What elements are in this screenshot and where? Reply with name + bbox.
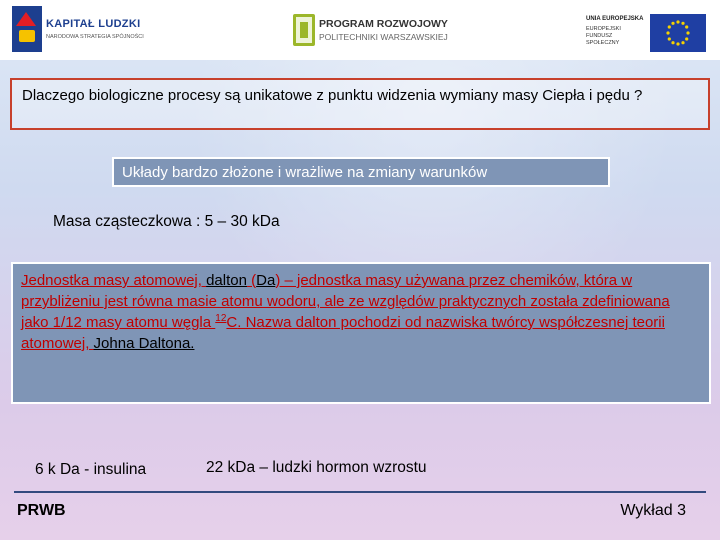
- unia-europejska-title: UNIA EUROPEJSKA: [586, 16, 644, 22]
- eu-stars-icon: [650, 14, 706, 52]
- da-link[interactable]: Da: [256, 272, 276, 289]
- program-rozwojowy-title: PROGRAM ROZWOJOWY: [319, 18, 448, 30]
- kapital-ludzki-title: KAPITAŁ LUDZKI: [46, 18, 141, 30]
- logo-bar: [0, 0, 720, 60]
- definition-body: ) – jednostka masy używana przez chemików, która w przybliżeniu jest równa masie atomu wodoru, ale ze względów praktycznych została zdefiniowana jako 1/12 masy atomu węgla: [21, 272, 670, 331]
- unia-europejska-logo: [582, 6, 706, 52]
- question-text: Dlaczego biologiczne procesy są unikatowe z punktu widzenia wymiany masy Ciepła i pędu ?: [22, 87, 643, 104]
- growth-hormone-example: 22 kDa – ludzki hormon wzrostu: [206, 459, 427, 476]
- kapital-ludzki-flag-icon: [12, 6, 42, 52]
- unia-europejska-subtitle: EUROPEJSKI FUNDUSZ SPOŁECZNY: [586, 26, 621, 46]
- isotope-symbol: C: [226, 314, 238, 331]
- program-rozwojowy-logo: [291, 6, 473, 52]
- footer-divider: [14, 491, 706, 493]
- definition-name-origin: . Nazwa dalton pochodzi od nazwiska twórcy współczesnej teorii atomowej,: [21, 314, 665, 352]
- insulin-example: 6 k Da - insulina: [35, 461, 147, 478]
- program-rozwojowy-subtitle: POLITECHNIKI WARSZAWSKIEJ: [319, 32, 448, 42]
- isotope-mass-number: 12: [215, 313, 227, 324]
- kapital-ludzki-subtitle: NARODOWA STRATEGIA SPÓJNOŚCI: [46, 34, 144, 40]
- dalton-link[interactable]: dalton: [206, 272, 247, 289]
- answer-box: [112, 157, 610, 187]
- molecular-mass-text: Masa cząsteczkowa : 5 – 30 kDa: [53, 213, 280, 230]
- definition-box: [11, 262, 711, 404]
- footer-lecture-number: Wykład 3: [620, 502, 686, 519]
- definition-paren-open: (: [246, 272, 257, 289]
- answer-text: Układy bardzo złożone i wrażliwe na zmiany warunków: [122, 164, 488, 181]
- kapital-ludzki-logo: [12, 6, 144, 52]
- john-dalton-link[interactable]: Johna Daltona.: [93, 335, 195, 352]
- program-rozwojowy-mark-icon: [293, 14, 315, 46]
- definition-intro: Jednostka masy atomowej,: [21, 272, 207, 289]
- footer-course-code: PRWB: [17, 502, 66, 519]
- question-box: [10, 78, 710, 130]
- eu-flag-icon: [650, 14, 706, 52]
